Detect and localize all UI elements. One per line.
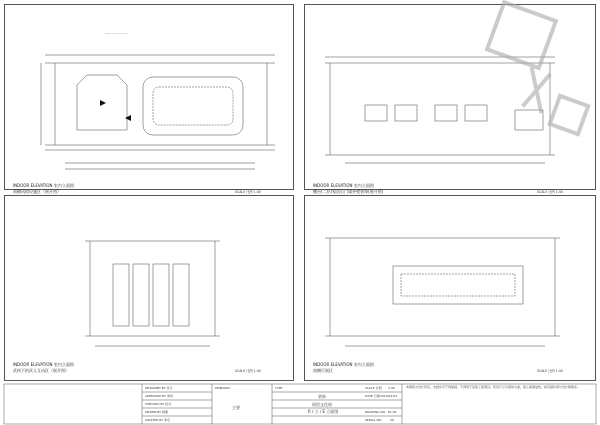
- tb-type: 装饰: [318, 394, 326, 399]
- tb-date-label: DATE 日期: [365, 394, 380, 398]
- watermark: [474, 0, 594, 150]
- elevation-drawing-1: [5, 5, 295, 191]
- tb-principal-label: PRINCIPAL: [215, 386, 231, 390]
- tb-drawing-no: EL-09: [388, 410, 397, 414]
- elevation-drawing-3: [5, 196, 295, 382]
- tb-project: 展馆文化展: [312, 402, 332, 407]
- panel-scale: SCALE 比例 1:40: [537, 369, 563, 373]
- tb-scale-label: SCALE 比例: [365, 386, 382, 390]
- tb-serial-label: SERIAL NO.: [365, 418, 382, 422]
- panel-title: INDOOR ELEVATION 室内立面图: [13, 183, 74, 188]
- tb-scale: 1:40: [388, 386, 395, 390]
- tb-serial: 29: [390, 418, 394, 422]
- elevation-panel-3: [4, 195, 294, 381]
- panel-scale: SCALE 比例 1:40: [537, 190, 563, 194]
- elevation-drawing-4: [305, 196, 597, 382]
- panel-subtitle: 棚台(二层)家居后门墙外壁装饰(展开图): [313, 189, 384, 194]
- panel-title: INDOOR ELEVATION 室内立面图: [13, 362, 74, 367]
- elevation-panel-1: [4, 4, 294, 194]
- tb-row: APPROVED BY 审核: [145, 394, 173, 398]
- elevation-panel-4: [304, 195, 596, 381]
- annotation: —— —— —— ——: [105, 32, 129, 35]
- tb-drawing-title: R / 立 / E 立面图: [308, 409, 339, 414]
- watermark-logo: [474, 0, 594, 150]
- tb-type-label: TYPE: [275, 386, 283, 390]
- tb-row: AUDITED BY 审定: [145, 418, 171, 422]
- tb-principal: 主要: [232, 405, 240, 410]
- tb-row: CHECKED BY 校对: [145, 402, 172, 406]
- tb-row: DESIGNED BY 设计: [145, 386, 173, 390]
- tb-drawing-no-label: DRAWING NO.: [365, 410, 386, 414]
- panel-subtitle: 武侠下的武人互动区（展开图）: [13, 368, 69, 373]
- panel-scale: SCALE 比例 1:40: [235, 369, 261, 373]
- panel-scale: SCALE 比例 1:40: [235, 190, 261, 194]
- panel-subtitle: 南侧行展区: [313, 368, 333, 373]
- tb-notes: 本图纸为设计所有，未经许可不得复制，不得用于其他工程项目。所有尺寸以现场为准，施工前须复核，如有疑问请与设计师联系。: [406, 385, 581, 389]
- title-block: [0, 383, 600, 425]
- panel-title: INDOOR ELEVATION 室内立面图: [313, 183, 374, 188]
- tb-row: DRAWN BY 制图: [145, 410, 169, 414]
- tb-date: 2019/01/01: [380, 394, 398, 398]
- panel-title: INDOOR ELEVATION 室内立面图: [313, 362, 374, 367]
- panel-subtitle: 南侧风情设施区（展开图）: [13, 189, 61, 194]
